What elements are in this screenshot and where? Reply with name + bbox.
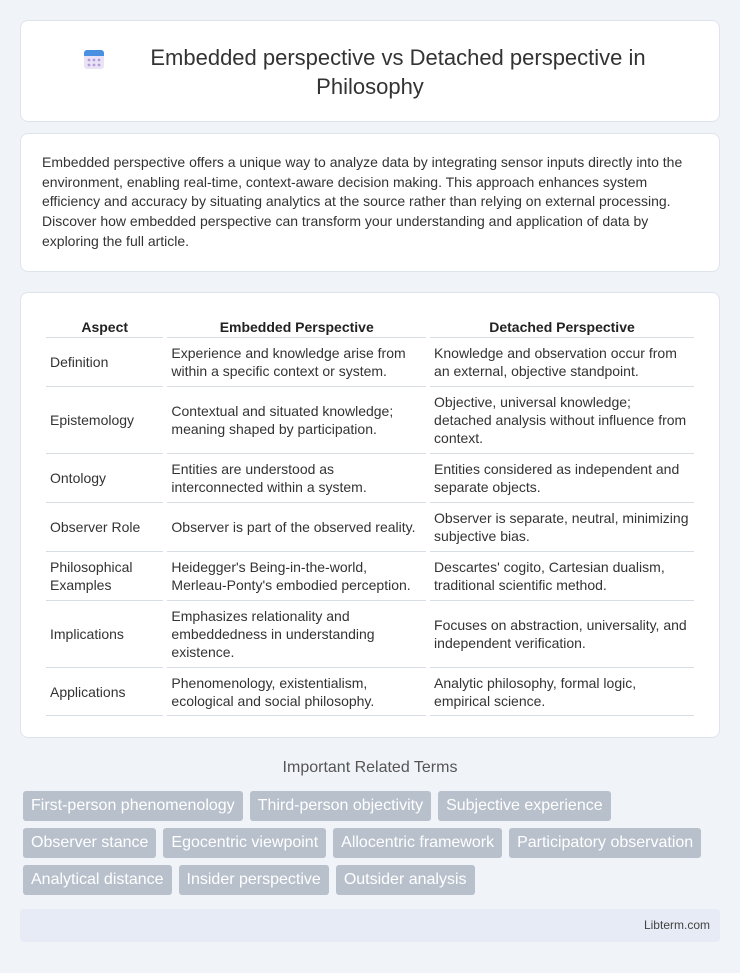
header-embedded: Embedded Perspective: [219, 319, 374, 335]
table-cell-embedded: Entities are understood as interconnected within a system.: [167, 453, 426, 502]
tag-first-person-phenomenology[interactable]: First-person phenomenology: [23, 791, 243, 821]
table-cell-aspect: Philosophical Examples: [46, 551, 163, 600]
table-row: [46, 386, 694, 453]
table-cell-detached: Analytic philosophy, formal logic, empirical science.: [430, 667, 694, 716]
title-card: [20, 20, 720, 122]
tag-third-person-objectivity[interactable]: Third-person objectivity: [250, 791, 431, 821]
table-row: [46, 667, 694, 716]
table-cell-aspect: Ontology: [46, 453, 163, 502]
header-detached: Detached Perspective: [489, 319, 635, 335]
tag-row: [23, 828, 723, 858]
table-row: [46, 502, 694, 551]
related-terms-list: [23, 791, 723, 902]
footer-site-link[interactable]: Libterm.com: [643, 918, 710, 932]
table-cell-embedded: Phenomenology, existentialism, ecological and social philosophy.: [167, 667, 426, 716]
table-cell-embedded: Observer is part of the observed reality.: [167, 502, 426, 551]
table-row: [46, 551, 694, 600]
intro-text: Embedded perspective offers a unique way to analyze data by integrating sensor inputs directly into the environment, enabling real-time, context-aware decision making. This approach enhances system efficiency and accuracy by situating analytics at the source rather than relying on external processing. Discover how embedded perspective can transform your understanding and application of data by exploring the full article.: [42, 154, 683, 249]
tag-row: [23, 865, 723, 895]
table-cell-detached: Knowledge and observation occur from an external, objective standpoint.: [430, 337, 694, 386]
table-header-row: [46, 315, 694, 337]
table-cell-detached: Objective, universal knowledge; detached analysis without influence from context.: [430, 386, 694, 453]
table-cell-embedded: Emphasizes relationality and embeddedness in understanding existence.: [167, 600, 426, 667]
table-row: [46, 337, 694, 386]
table-row: [46, 453, 694, 502]
table-cell-embedded: Contextual and situated knowledge; meaning shaped by participation.: [167, 386, 426, 453]
table-cell-aspect: Definition: [46, 337, 163, 386]
page-title: [21, 43, 719, 101]
table-cell-aspect: Epistemology: [46, 386, 163, 453]
tag-subjective-experience[interactable]: Subjective experience: [438, 791, 611, 821]
tag-egocentric-viewpoint[interactable]: Egocentric viewpoint: [163, 828, 326, 858]
table-cell-detached: Descartes' cogito, Cartesian dualism, traditional scientific method.: [430, 551, 694, 600]
table-cell-embedded: Experience and knowledge arise from within a specific context or system.: [167, 337, 426, 386]
tag-analytical-distance[interactable]: Analytical distance: [23, 865, 172, 895]
comparison-table: [42, 315, 698, 716]
table-cell-aspect: Implications: [46, 600, 163, 667]
page-title-line2: Philosophy: [316, 74, 424, 99]
table-cell-detached: Observer is separate, neutral, minimizing subjective bias.: [430, 502, 694, 551]
table-cell-detached: Entities considered as independent and separate objects.: [430, 453, 694, 502]
tag-outsider-analysis[interactable]: Outsider analysis: [336, 865, 475, 895]
table-row: [46, 600, 694, 667]
tag-insider-perspective[interactable]: Insider perspective: [179, 865, 329, 895]
page-title-line1: Embedded perspective vs Detached perspective in: [150, 45, 646, 70]
table-cell-aspect: Observer Role: [46, 502, 163, 551]
header-aspect: Aspect: [81, 319, 129, 335]
table-cell-embedded: Heidegger's Being-in-the-world, Merleau-Ponty's embodied perception.: [167, 551, 426, 600]
related-terms-title: Important Related Terms: [282, 759, 458, 776]
footer: [20, 909, 720, 942]
table-cell-detached: Focuses on abstraction, universality, and independent verification.: [430, 600, 694, 667]
comparison-card: [20, 292, 720, 738]
tag-participatory-observation[interactable]: Participatory observation: [509, 828, 701, 858]
table-cell-aspect: Applications: [46, 667, 163, 716]
tag-observer-stance[interactable]: Observer stance: [23, 828, 156, 858]
tag-row: [23, 791, 723, 821]
intro-card: [20, 133, 720, 272]
tag-allocentric-framework[interactable]: Allocentric framework: [333, 828, 502, 858]
